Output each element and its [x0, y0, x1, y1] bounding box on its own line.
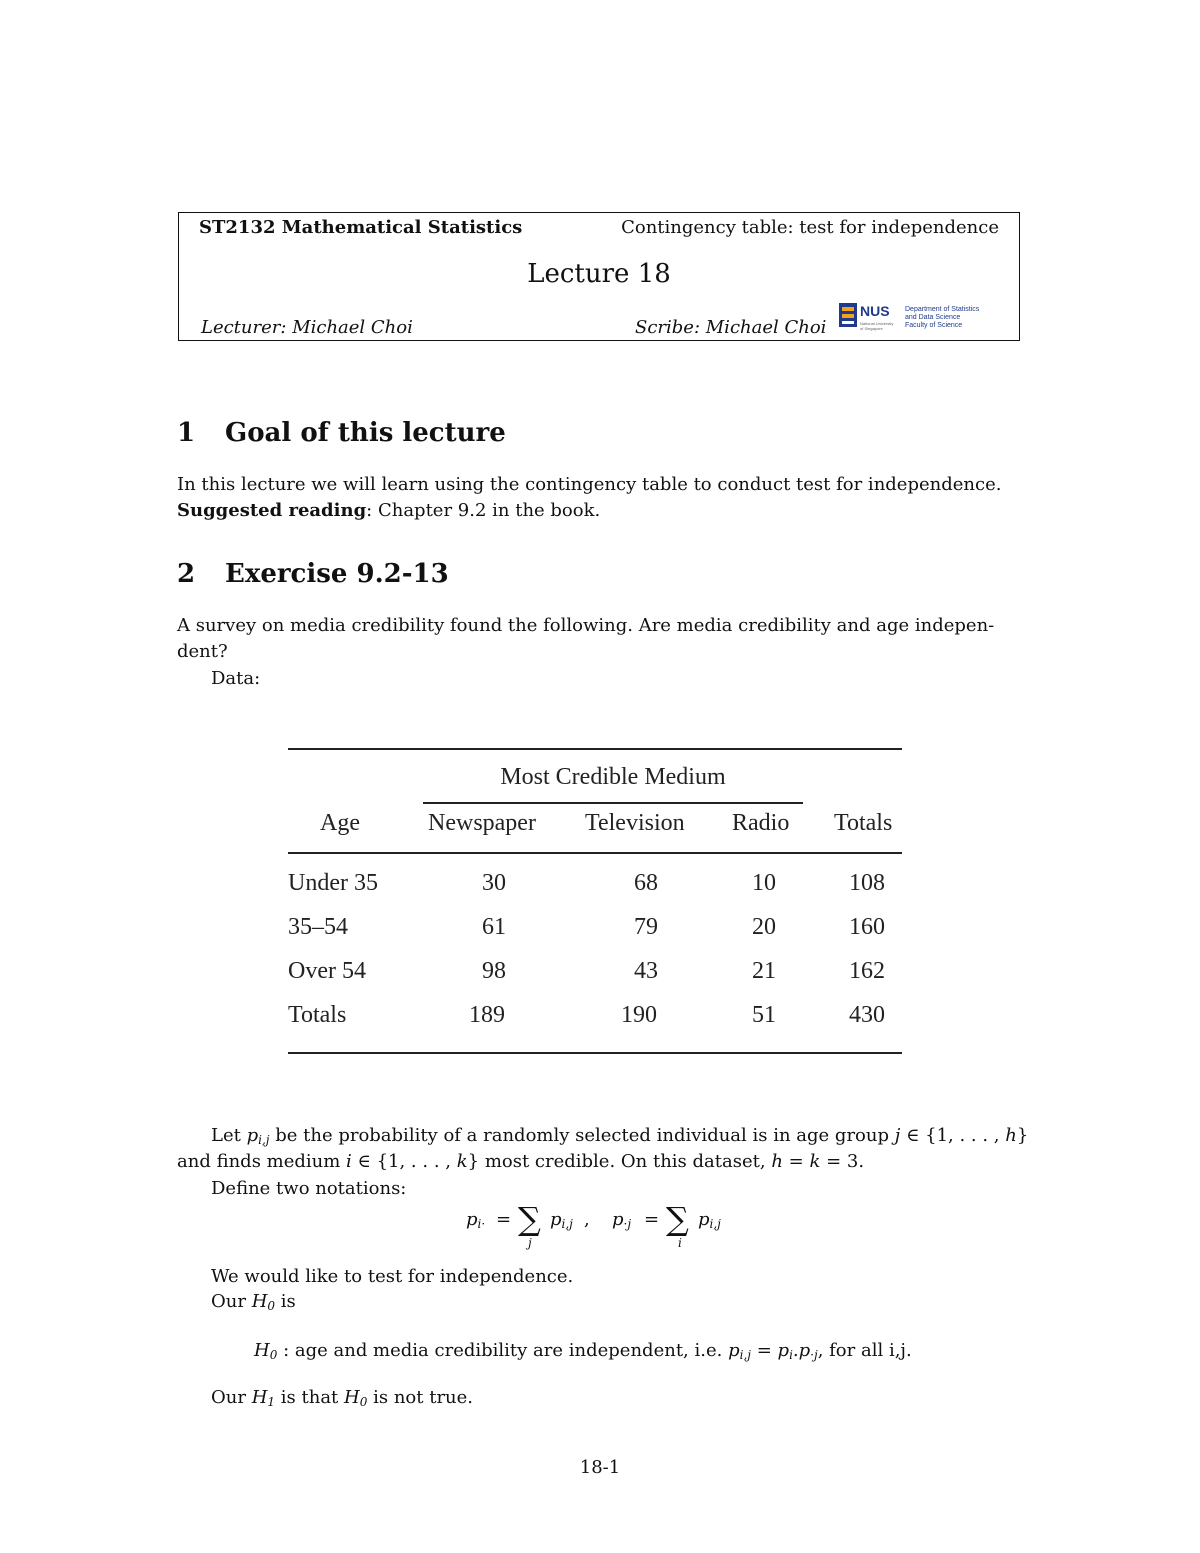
line2-pre: and finds medium	[177, 1151, 341, 1172]
nus-logo-line-2: and Data Science	[905, 314, 961, 321]
section-1-heading	[177, 418, 506, 448]
nus-logo-line-3: Faculty of Science	[905, 322, 963, 329]
math-h0: $H_0$	[344, 1387, 368, 1409]
nus-logo-mark: NUS	[860, 303, 890, 319]
row-label: Under 35	[288, 870, 378, 896]
nus-logo-line-1: Department of Statistics	[905, 306, 980, 313]
nus-logo	[839, 299, 1001, 333]
h1-pre: Our	[211, 1387, 246, 1408]
table-cell: 79	[634, 914, 658, 940]
row-label: 35–54	[288, 914, 348, 940]
math-p-ij: $p_{i,j}$	[246, 1125, 270, 1147]
table-top-rule	[288, 748, 902, 750]
contingency-table	[288, 744, 902, 1056]
section-1-body: In this lecture we will learn using the contingency table to conduct test for independence.	[177, 474, 1002, 495]
h1-mid: is that	[280, 1387, 339, 1408]
page-number: 18-1	[579, 1457, 621, 1478]
section-2-heading	[177, 559, 449, 589]
scribe-name: Michael Choi	[705, 317, 827, 338]
col-header-radio: Radio	[732, 810, 790, 836]
line2-mid: most credible. On this dataset,	[484, 1151, 766, 1172]
lecturer-line	[201, 317, 413, 338]
table-cell: 30	[482, 870, 506, 896]
scribe-line	[635, 317, 826, 338]
define-notations: Define two notations:	[211, 1178, 407, 1199]
table-cell: 21	[752, 958, 776, 984]
h0-statement	[254, 1338, 912, 1368]
h0-tail: , for all i,j.	[817, 1340, 912, 1361]
our-h0-line	[211, 1289, 296, 1319]
table-cell: 160	[849, 914, 885, 940]
course-title: ST2132 Mathematical Statistics	[199, 217, 523, 238]
section-2-number: 2	[177, 559, 196, 589]
col-header-newspaper: Newspaper	[428, 810, 536, 836]
section-2-intro-line-1: A survey on media credibility found the following. Are media credibility and age indepen-	[177, 615, 995, 636]
lecturer-label: Lecturer:	[201, 317, 287, 338]
table-cell: 430	[849, 1002, 885, 1028]
lecturer-name: Michael Choi	[292, 317, 413, 338]
marginal-equations: $p_{i\cdot}$ = ∑ j $p_{i,j}$ , $p_{\cdot j}$ = ∑ i $p_{i,j}$	[466, 1200, 721, 1250]
suggested-reading-text: : Chapter 9.2 in the book.	[366, 500, 601, 521]
math-j-set: j ∈ {1, . . . , h}	[894, 1125, 1029, 1146]
table-cell: 43	[634, 958, 658, 984]
group-header-rule	[423, 802, 803, 804]
table-bottom-rule	[288, 1052, 902, 1054]
h1-line	[211, 1385, 473, 1415]
svg-text:of Singapore: of Singapore	[860, 326, 883, 331]
let-mid: be the probability of a randomly selected individual is in age group	[275, 1125, 890, 1146]
table-cell: 20	[752, 914, 776, 940]
lecture-header-box	[178, 212, 1020, 341]
section-1-number: 1	[177, 418, 196, 448]
test-independence-line: We would like to test for independence.	[211, 1266, 574, 1287]
data-label: Data:	[211, 668, 261, 689]
table-group-header: Most Credible Medium	[500, 764, 726, 790]
lecture-title: Lecture 18	[527, 259, 671, 289]
section-1-title: Goal of this lecture	[225, 418, 506, 448]
lecture-topic: Contingency table: test for independence	[621, 217, 999, 238]
h0-statement-text: : age and media credibility are independent, i.e.	[283, 1340, 723, 1361]
table-cell: 98	[482, 958, 506, 984]
math-h0: $H_0$	[254, 1340, 278, 1362]
h1-post: is not true.	[373, 1387, 474, 1408]
table-cell: 108	[849, 870, 885, 896]
math-h0: $H_0$	[251, 1291, 276, 1313]
table-cell: 51	[752, 1002, 776, 1028]
table-header-rule	[288, 852, 902, 854]
table-cell: 189	[469, 1002, 505, 1028]
table-cell: 190	[621, 1002, 657, 1028]
table-cell: 10	[752, 870, 776, 896]
svg-text:National University: National University	[860, 321, 894, 326]
table-cell: 61	[482, 914, 506, 940]
scribe-label: Scribe:	[635, 317, 701, 338]
table-cell: 162	[849, 958, 885, 984]
row-label: Over 54	[288, 958, 366, 984]
col-header-totals: Totals	[834, 810, 893, 836]
our-h0-post: is	[280, 1291, 296, 1312]
let-prefix: Let	[211, 1125, 241, 1146]
math-i-set: i ∈ {1, . . . , k}	[346, 1151, 480, 1172]
math-h1: $H_1$	[251, 1387, 276, 1409]
our-h0-pre: Our	[211, 1291, 246, 1312]
col-header-television: Television	[585, 810, 685, 836]
row-label: Totals	[288, 1002, 347, 1028]
math-h-k: h = k = 3.	[771, 1151, 865, 1172]
section-2-intro-line-2: dent?	[177, 641, 228, 662]
suggested-reading	[177, 498, 600, 524]
table-cell: 68	[634, 870, 658, 896]
suggested-reading-label: Suggested reading	[177, 500, 367, 521]
section-2-title: Exercise 9.2-13	[225, 559, 449, 589]
col-header-age: Age	[320, 810, 360, 836]
definition-line-2	[177, 1149, 1027, 1175]
math-independence: $p_{i,j} = p_i.p_{\cdot j}$	[728, 1340, 818, 1362]
